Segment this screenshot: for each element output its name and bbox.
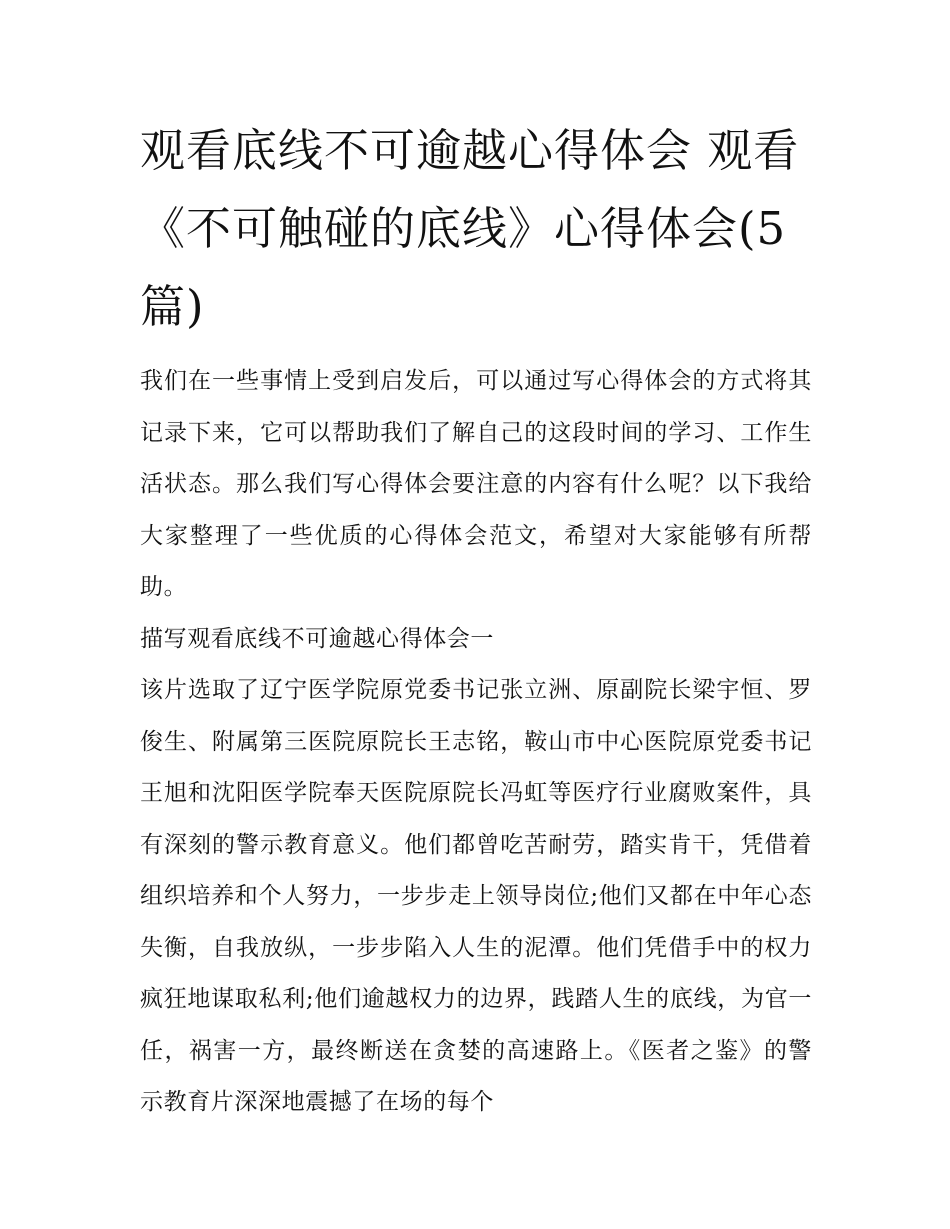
document-title: 观看底线不可逾越心得体会 观看《不可触碰的底线》心得体会(5篇) (140, 124, 800, 333)
document-page (140, 112, 812, 1129)
body-paragraph: 该片选取了辽宁医学院原党委书记张立洲、原副院长梁宇恒、罗俊生、附属第三医院原院长王志铭，鞍山市中心医院原党委书记王旭和沈阳医学院奉天医院原院长冯虹等医疗行业腐败案件，具有深刻的警示教育意义。他们都曾吃苦耐劳，踏实肯干，凭借着组织培养和个人努力，一步步走上领导岗位;他们又都在中年心态失衡，自我放纵，一步步陷入人生的泥潭。他们凭借手中的权力疯狂地谋取私利;他们逾越权力的边界，践踏人生的底线，为官一任，祸害一方，最终断送在贪婪的高速路上。《医者之鉴》的警示教育片深深地震撼了在场的每个 (140, 677, 812, 1115)
intro-paragraph: 我们在一些事情上受到启发后，可以通过写心得体会的方式将其记录下来，它可以帮助我们了解自己的这段时间的学习、工作生活状态。那么我们写心得体会要注意的内容有什么呢？以下我给大家整理了一些优质的心得体会范文，希望对大家能够有所帮助。 (140, 368, 812, 600)
section-heading: 描写观看底线不可逾越心得体会一 (140, 625, 494, 652)
